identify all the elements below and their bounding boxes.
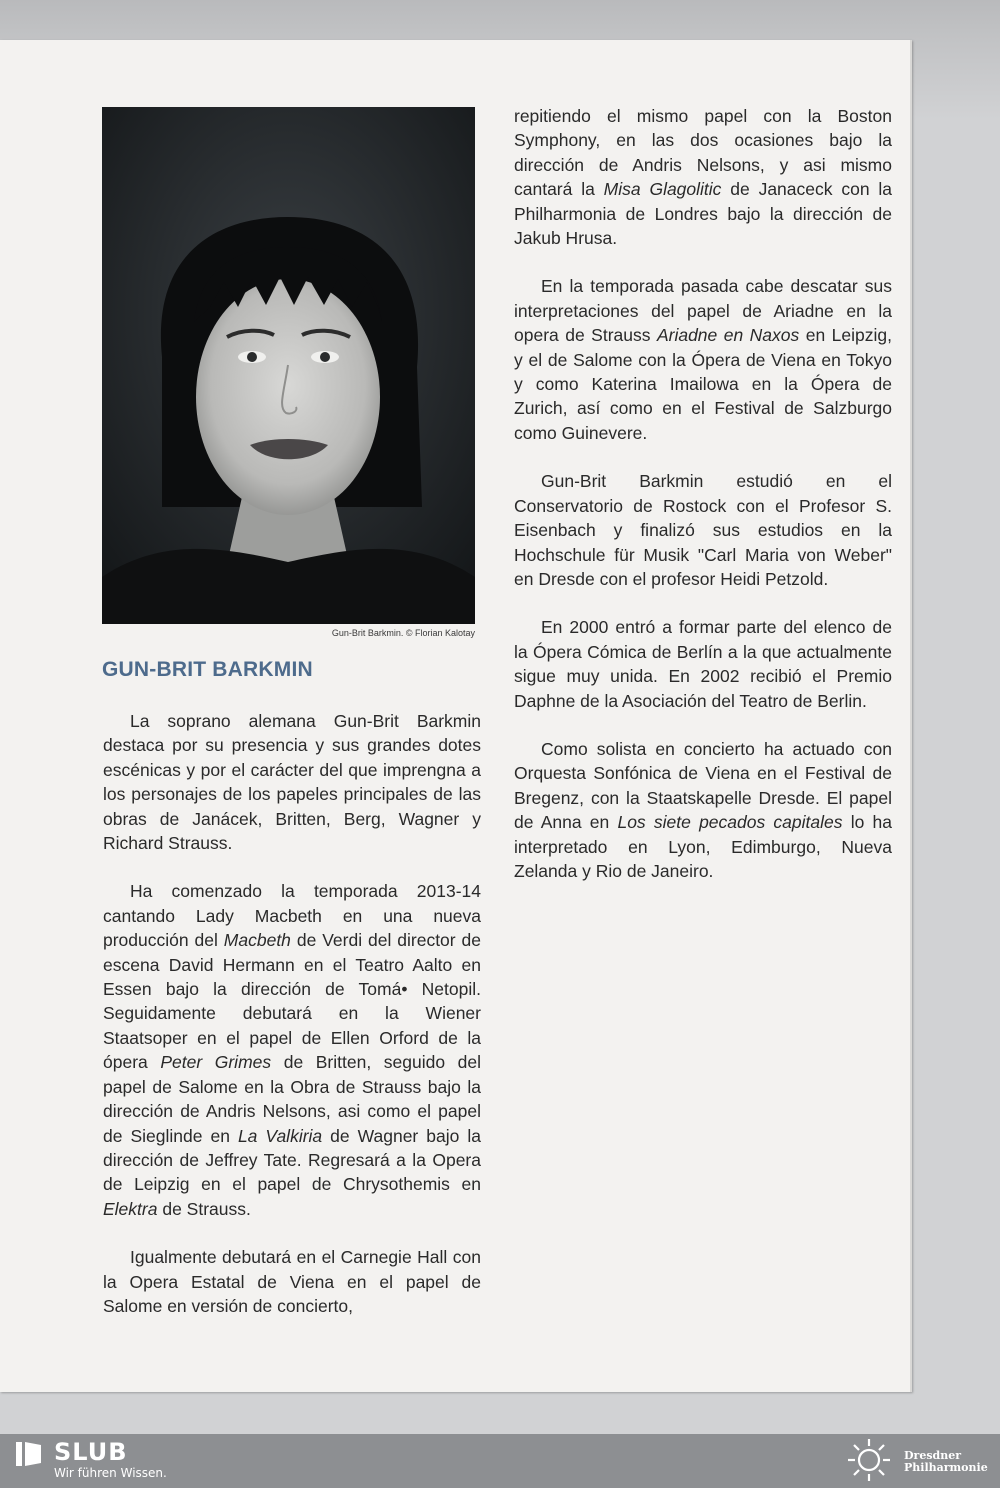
text-run: en Leipzig, y el de Salome con la Ópera de Viena en Tokyo y como Katerina Imailowa en la Ópera de Zurich, así como en el Festival de Salzburgo como Guinevere. — [514, 325, 892, 443]
text-run: repitiendo el mismo papel con la Boston Symphony, en las dos ocasiones bajo la dirección de Andris Nelsons, y asi mismo cantará la — [514, 106, 892, 200]
paragraph — [514, 274, 892, 445]
partner-name-line: Philharmonie — [904, 1461, 988, 1474]
photo-caption: Gun-Brit Barkmin. © Florian Kalotay — [331, 628, 475, 638]
paragraph: Gun-Brit Barkmin estudió en el Conservatorio de Rostock con el Profesor S. Eisenbach y finalizó sus estudios en la Hochschule für Musik "Carl Maria von Weber" en Dresde con el profesor Heidi Petzold. — [514, 471, 892, 589]
paragraph — [514, 737, 892, 883]
text-run: de Janaceck con la Philharmonia de Londres bajo la dirección de Jakub Hrusa. — [514, 179, 893, 249]
text-run: Ha comenzado la temporada 2013-14 cantando Lady Macbeth en una nueva producción del — [103, 881, 481, 951]
text-run: de Wagner bajo la dirección de Jeffrey Tate. Regresará a la Opera de Leipzig en el papel de Chrysothemis en — [103, 1125, 481, 1195]
work-title: La Valkiria — [237, 1125, 323, 1146]
partner-name — [904, 1450, 988, 1474]
portrait-image — [102, 107, 475, 624]
left-column — [103, 709, 481, 1342]
paragraph: La soprano alemana Gun-Brit Barkmin destaca por su presencia y sus grandes dotes escénicas y por el carácter del que imprengna a los personajes de los papeles principales de las obras de Janácek, Britten, Berg, Wagner y Richard Strauss. — [103, 711, 481, 854]
work-title: Macbeth — [223, 930, 291, 951]
text-run: de Strauss. — [157, 1198, 251, 1219]
text-run: de Britten, seguido del papel de Salome en la Obra de Strauss bajo la dirección de Andris Nelsons, asi como el papel de Sieglinde en — [103, 1052, 482, 1146]
paragraph — [103, 879, 481, 1221]
work-title: Ariadne en Naxos — [656, 325, 800, 346]
slub-book-icon[interactable] — [14, 1440, 44, 1473]
work-title: Elektra — [103, 1198, 158, 1219]
page-edge — [910, 40, 912, 1392]
dresdner-philharmonie-logo-icon[interactable] — [842, 1437, 896, 1488]
article-heading: GUN-BRIT BARKMIN — [102, 658, 313, 681]
paragraph: En 2000 entró a formar parte del elenco de la Ópera Cómica de Berlín a la que actualmente sigue muy unida. En 2002 recibió el Premio Daphne de la Asociación del Teatro de Berlin. — [514, 617, 892, 711]
partner-name-line: Dresdner — [904, 1449, 962, 1462]
library-tagline: Wir führen Wissen. — [54, 1466, 167, 1480]
text-run: de Verdi del director de escena David Hermann en el Teatro Aalto en Essen bajo la dirección de Tomá• Netopil. Seguidamente debutará en la Wiener Staatsoper en el papel de Ellen Orford de la ópera — [103, 930, 481, 1073]
work-title: Misa Glagolitic — [603, 179, 722, 200]
text-run: lo ha interpretado en Lyon, Edimburgo, Nueva Zelanda y Rio de Janeiro. — [514, 812, 893, 881]
work-title: Los siete pecados capitales — [617, 812, 843, 833]
work-title: Peter Grimes — [160, 1052, 272, 1073]
right-column — [514, 104, 892, 907]
library-name[interactable]: SLUB — [54, 1438, 128, 1466]
portrait-photo — [102, 107, 475, 624]
text-run: En la temporada pasada cabe descatar sus interpretaciones del papel de Ariadne en la opera de Strauss — [514, 276, 892, 346]
text-run: Como solista en concierto ha actuado con Orquesta Sonfónica de Viena en el Festival de Bregenz, con la Staatskapelle Dresde. El papel de Anna en — [514, 738, 892, 833]
paragraph — [514, 104, 892, 250]
paragraph: Igualmente debutará en el Carnegie Hall con la Opera Estatal de Viena en el papel de Salome en versión de concierto, — [103, 1247, 481, 1316]
